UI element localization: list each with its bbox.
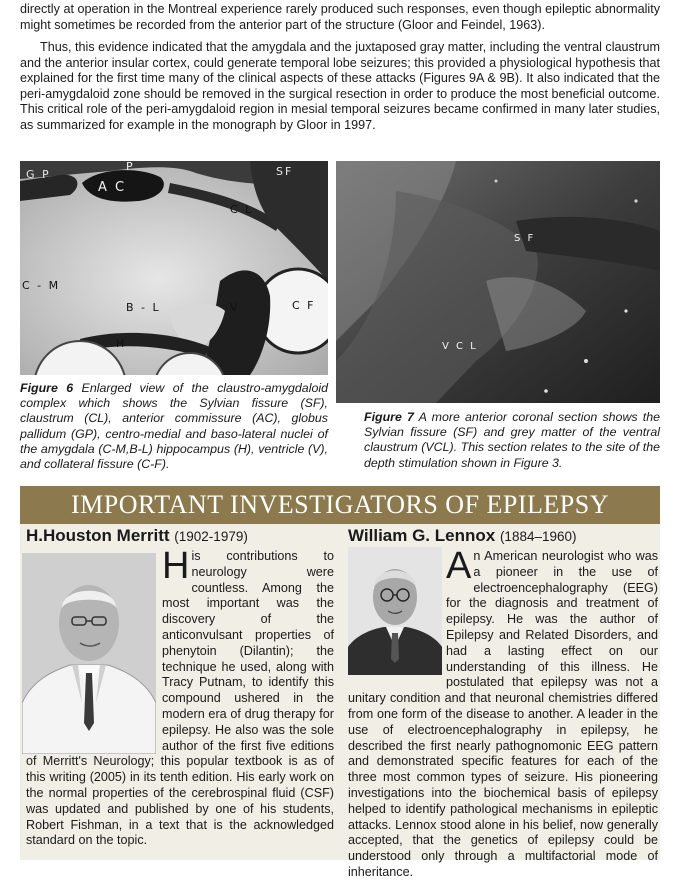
fig6-label-v: V <box>230 301 240 314</box>
lennox-bio <box>348 545 658 881</box>
merritt-drop-cap: H <box>162 545 190 587</box>
fig6-label-cl: C L <box>230 203 254 216</box>
fig6-label-h: H <box>116 337 127 350</box>
fig6-label-bl: B - L <box>126 301 161 314</box>
body-paragraph-2: Thus, this evidence indicated that the amygdala and the juxtaposed gray matter, including the ventral claustrum and the anterior insular cortex, could generate temporal lobe seizures; this provided a physiological hypothesis that explained for the first time many of the clinical aspects of these attacks (Figures 9A & 9B). It also indicated that the peri-amygdaloid zone should be removed in the surgical resection in order to produce the most beneficial outcome. This critical role of the peri-amygdaloid region in mesial temporal seizures became confirmed in many later studies, as summarized for example in the monograph by Gloor in 1997. <box>20 40 660 132</box>
merritt-name: H.Houston Merritt <box>26 526 170 545</box>
fig6-label-ac: A C <box>98 180 127 195</box>
fig7-label-vcl: V C L <box>442 341 478 352</box>
figure-6-caption-label: Figure 6 <box>20 381 74 395</box>
fig6-label-cf: C F <box>292 299 316 312</box>
merritt-bio <box>26 545 334 849</box>
figure-7-image <box>336 161 660 403</box>
figure-7-caption-label: Figure 7 <box>364 410 414 424</box>
merritt-heading <box>26 526 248 546</box>
body-paragraph-1: directly at operation in the Montreal experience rarely produced such responses, even though epileptic abnormality might sometimes be recorded from the anterior part of the structure (Gloor and Feindel, 1963). <box>20 2 660 32</box>
figure-6-caption-text: Enlarged view of the claustro-amygdaloid complex which shows the Sylvian fissure (SF), claustrum (CL), anterior commissure (AC), globus pallidum (GP), centro-medial and baso-lateral nuclei of the amygdala (C-M,B-L) hippocampus (H), ventricle (V), and collateral fissure (C-F). <box>20 381 328 472</box>
figure-7-caption <box>364 410 660 471</box>
figure-6-image <box>20 161 328 375</box>
section-banner: IMPORTANT INVESTIGATORS OF EPILEPSY <box>20 486 660 524</box>
fig6-label-sf: SF <box>276 165 294 178</box>
lennox-bio-text: n American neurologist who was a pioneer in the use of electroencephalography (EEG) for the diagnosis and treatment of epilepsy. He was the author of Epilepsy and Related Disorders, and had a lasting effect on our understanding of this illness. He postulated that epilepsy was not a unitary condition and that neuronal chemistries differed from one form of the disease to another. A leader in the use of electroencephalography in epilepsy, he described the first nearly pathognomonic EEG pattern and demonstrated specific features for each of the three most common types of seizure. His pioneering investigations into the biochemical basis of epilepsy helped to identify pathological mechanisms in epileptic attacks. Lennox stood alone in his belief, now generally accepted, that the genetics of epilepsy could be understood only through a multifactorial mode of inheritance. <box>348 549 658 879</box>
lennox-years: (1884–1960) <box>499 529 577 544</box>
lennox-name: William G. Lennox <box>348 526 496 545</box>
merritt-bio-text: is contributions to neurology were countless. Among the most important was the discovery of the anticonvulsant properties of phenytoin (Dilantin); the technique he used, along with Tracy Putnam, to identify this compound ushered in the modern era of drug therapy for epilepsy. He also was the sole author of the first five editions of Merritt's Neurology; this popular textbook is as of this writing (2005) in its tenth edition. His early work on the normal properties of the cerebrospinal fluid (CSF) was updated and published by one of his students, Robert Fishman, in a text that is the acknowledged standard on the topic. <box>26 549 334 848</box>
fig6-label-p: P <box>126 161 135 173</box>
fig6-label-cm: C - M <box>22 279 61 292</box>
figure-7-caption-text: A more anterior coronal section shows the Sylvian fissure (SF) and grey matter of the ventral claustrum (VCL). This section relates to the site of the depth stimulation shown in Figure 3. <box>364 410 660 470</box>
merritt-years: (1902-1979) <box>174 529 248 544</box>
lennox-heading <box>348 526 577 546</box>
lennox-drop-cap: A <box>446 545 472 587</box>
fig7-label-sf: S F <box>514 233 536 244</box>
figure-6-caption <box>20 381 328 472</box>
fig6-label-gp: G P <box>26 168 51 181</box>
